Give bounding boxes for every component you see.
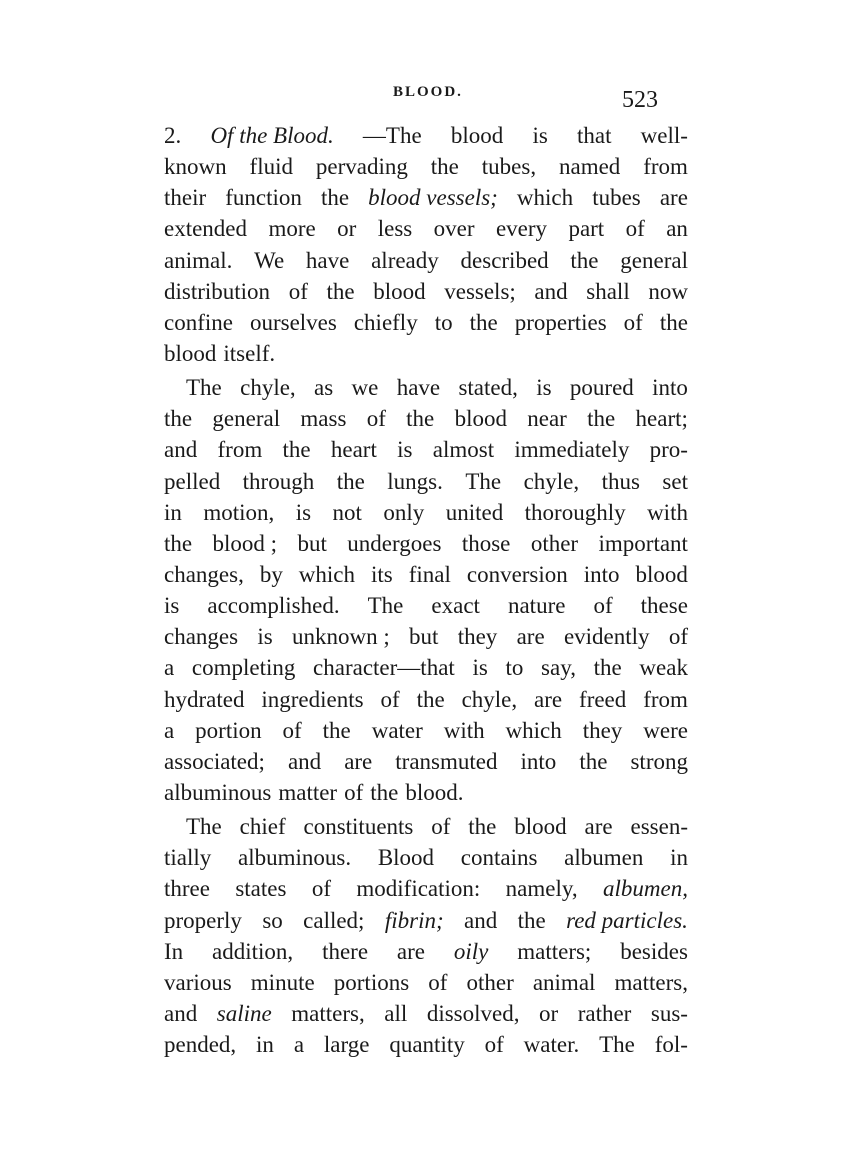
word: ingredients bbox=[261, 686, 364, 712]
word: that bbox=[576, 123, 612, 148]
word: changes bbox=[164, 624, 239, 650]
text-line bbox=[164, 338, 688, 369]
word: properties bbox=[514, 309, 607, 335]
word: these bbox=[640, 593, 688, 619]
word: blood bbox=[164, 340, 217, 366]
word: quantity bbox=[389, 1032, 465, 1058]
word: named bbox=[559, 154, 621, 180]
word: to bbox=[434, 309, 453, 335]
word: over bbox=[433, 216, 475, 242]
word: there bbox=[322, 938, 369, 964]
word: Blood bbox=[377, 845, 435, 871]
text-line bbox=[164, 873, 688, 904]
word: into bbox=[583, 561, 620, 587]
word: called; bbox=[303, 907, 365, 933]
word: rather bbox=[577, 1000, 632, 1026]
word: blood. bbox=[405, 779, 464, 805]
word: character—that bbox=[313, 655, 455, 681]
word: of bbox=[366, 406, 386, 432]
text-line bbox=[164, 559, 688, 590]
text-line bbox=[164, 652, 688, 683]
word: fluid bbox=[249, 154, 293, 180]
word: albuminous. bbox=[238, 845, 352, 871]
word: are bbox=[534, 686, 563, 712]
word: 2. bbox=[164, 123, 182, 148]
word: have bbox=[396, 375, 441, 401]
word: oily bbox=[453, 938, 489, 964]
word: The bbox=[599, 1032, 635, 1058]
word: pro- bbox=[649, 437, 688, 463]
word: exact bbox=[431, 593, 480, 619]
word: accomplished. bbox=[207, 593, 340, 619]
word: the bbox=[579, 748, 608, 774]
word: all bbox=[384, 1000, 408, 1026]
word: blood bbox=[454, 406, 507, 432]
word: freed bbox=[579, 686, 627, 712]
word: the bbox=[164, 406, 193, 432]
word: blood bbox=[514, 814, 567, 840]
word: completing bbox=[191, 655, 296, 681]
word: from bbox=[643, 686, 688, 712]
word: extended bbox=[164, 216, 248, 242]
word: important bbox=[598, 530, 688, 556]
word: in bbox=[670, 845, 688, 871]
word: from bbox=[217, 437, 263, 463]
word: function bbox=[225, 185, 302, 211]
word: is bbox=[257, 624, 273, 650]
word: a bbox=[164, 655, 175, 681]
word: transmuted bbox=[395, 748, 498, 774]
word: chiefly bbox=[353, 309, 418, 335]
word: which bbox=[516, 185, 574, 211]
word: are bbox=[659, 185, 688, 211]
text-line bbox=[164, 372, 688, 403]
word: fibrin; bbox=[384, 907, 444, 933]
word: The bbox=[186, 375, 222, 401]
word: of bbox=[593, 593, 613, 619]
word: namely, bbox=[505, 876, 578, 902]
word: pelled bbox=[164, 468, 221, 494]
word: minute bbox=[250, 969, 315, 995]
word: known bbox=[164, 154, 227, 180]
word: the bbox=[570, 247, 599, 273]
word: albuminous bbox=[164, 779, 272, 805]
word: properly bbox=[164, 907, 242, 933]
word: undergoes bbox=[347, 530, 442, 556]
word: of bbox=[484, 1032, 504, 1058]
word: blood bbox=[635, 561, 688, 587]
word: blood bbox=[373, 278, 426, 304]
text-line bbox=[164, 621, 688, 652]
word: through bbox=[242, 468, 315, 494]
word: united bbox=[445, 499, 504, 525]
word: general bbox=[620, 247, 688, 273]
word: animal bbox=[532, 969, 596, 995]
word: heart; bbox=[635, 406, 688, 432]
word: Of the Blood. bbox=[210, 123, 334, 148]
text-line bbox=[164, 307, 688, 338]
word: besides bbox=[620, 938, 688, 964]
word: essen- bbox=[630, 814, 688, 840]
text-line bbox=[164, 777, 688, 808]
word: or bbox=[337, 216, 357, 242]
text-line bbox=[164, 998, 688, 1029]
word: dissolved, bbox=[426, 1000, 520, 1026]
word: is bbox=[472, 655, 488, 681]
word: addition, bbox=[212, 938, 294, 964]
word: the bbox=[370, 779, 399, 805]
word: The bbox=[465, 468, 502, 494]
word: less bbox=[377, 216, 413, 242]
word: well- bbox=[640, 123, 688, 148]
word: itself. bbox=[223, 340, 276, 366]
word: various bbox=[164, 969, 232, 995]
text-line bbox=[164, 1029, 688, 1060]
word: but bbox=[297, 530, 327, 556]
text-line bbox=[164, 466, 688, 497]
text-line bbox=[164, 684, 688, 715]
word: of bbox=[282, 717, 302, 743]
word: red particles. bbox=[566, 907, 688, 933]
word: with bbox=[647, 499, 688, 525]
word: the bbox=[593, 655, 622, 681]
word: which bbox=[298, 561, 356, 587]
word: animal. bbox=[164, 247, 233, 273]
word: final bbox=[408, 561, 451, 587]
text-line bbox=[164, 182, 688, 213]
word: strong bbox=[630, 748, 688, 774]
word: in bbox=[164, 499, 182, 525]
word: not bbox=[332, 499, 362, 525]
word: In bbox=[164, 938, 184, 964]
word: only bbox=[383, 499, 425, 525]
word: or bbox=[539, 1000, 559, 1026]
word: and bbox=[464, 907, 498, 933]
word: albumen bbox=[564, 845, 644, 871]
word: is bbox=[295, 499, 312, 525]
word: so bbox=[262, 907, 283, 933]
text-line bbox=[164, 967, 688, 998]
word: mass bbox=[300, 406, 347, 432]
word: fol- bbox=[654, 1032, 688, 1058]
word: and bbox=[287, 748, 322, 774]
word: chief bbox=[239, 814, 286, 840]
word: those bbox=[461, 530, 511, 556]
word: the bbox=[517, 907, 546, 933]
word: as bbox=[314, 375, 334, 401]
word: is bbox=[164, 593, 180, 619]
word: blood ; bbox=[212, 530, 278, 556]
word: every bbox=[495, 216, 548, 242]
word: conversion bbox=[466, 561, 568, 587]
word: water. bbox=[523, 1032, 580, 1058]
text-line bbox=[164, 905, 688, 936]
word: the bbox=[282, 437, 311, 463]
word: —The bbox=[362, 123, 422, 148]
word: say, bbox=[541, 655, 576, 681]
running-head: BLOOD. bbox=[393, 84, 463, 100]
word: modification: bbox=[356, 876, 481, 902]
word: constituents bbox=[303, 814, 414, 840]
word: portion bbox=[195, 717, 262, 743]
word: the bbox=[326, 278, 355, 304]
text-line bbox=[164, 151, 688, 182]
word: chyle, bbox=[523, 468, 580, 494]
word: heart bbox=[330, 437, 377, 463]
word: from bbox=[643, 154, 688, 180]
word: described bbox=[460, 247, 549, 273]
text-line bbox=[164, 842, 688, 873]
word: motion, bbox=[203, 499, 275, 525]
word: the bbox=[406, 406, 435, 432]
word: of bbox=[380, 686, 400, 712]
word: an bbox=[666, 216, 688, 242]
word: nature bbox=[507, 593, 566, 619]
word: thoroughly bbox=[524, 499, 626, 525]
word: weak bbox=[639, 655, 688, 681]
word: water bbox=[371, 717, 423, 743]
word: tially bbox=[164, 845, 212, 871]
word: of bbox=[428, 969, 448, 995]
body-text bbox=[164, 120, 688, 1060]
word: are bbox=[396, 938, 425, 964]
word: unknown ; bbox=[291, 624, 390, 650]
word: albumen, bbox=[603, 876, 688, 902]
text-line bbox=[164, 715, 688, 746]
text-line bbox=[164, 120, 688, 151]
word: lungs. bbox=[387, 468, 443, 494]
text-line bbox=[164, 936, 688, 967]
word: a bbox=[164, 717, 175, 743]
word: near bbox=[527, 406, 567, 432]
word: are bbox=[516, 624, 545, 650]
word: blood bbox=[450, 123, 504, 148]
word: we bbox=[351, 375, 379, 401]
word: into bbox=[520, 748, 557, 774]
text-line bbox=[164, 276, 688, 307]
text-line bbox=[164, 213, 688, 244]
word: and bbox=[164, 1000, 198, 1026]
word: to bbox=[505, 655, 524, 681]
word: saline bbox=[216, 1000, 272, 1026]
word: hydrated bbox=[164, 686, 245, 712]
word: shall bbox=[586, 278, 630, 304]
word: matters; bbox=[517, 938, 592, 964]
word: almost bbox=[432, 437, 495, 463]
text-line bbox=[164, 746, 688, 777]
word: the bbox=[416, 686, 445, 712]
word: ourselves bbox=[249, 309, 337, 335]
word: are bbox=[584, 814, 613, 840]
word: sus- bbox=[650, 1000, 688, 1026]
text-line bbox=[164, 434, 688, 465]
word: is bbox=[536, 375, 552, 401]
word: of bbox=[431, 814, 451, 840]
word: are bbox=[344, 748, 373, 774]
word: chyle, bbox=[240, 375, 296, 401]
text-line bbox=[164, 497, 688, 528]
word: and bbox=[164, 437, 198, 463]
word: tubes bbox=[592, 185, 641, 211]
word: part bbox=[568, 216, 605, 242]
word: were bbox=[643, 717, 688, 743]
word: of bbox=[623, 309, 643, 335]
page-number: 523 bbox=[622, 87, 658, 113]
word: they bbox=[457, 624, 498, 650]
word: changes, bbox=[164, 561, 244, 587]
word: vessels; bbox=[444, 278, 516, 304]
word: their bbox=[164, 185, 207, 211]
word: which bbox=[505, 717, 562, 743]
text-line bbox=[164, 590, 688, 621]
word: the bbox=[659, 309, 688, 335]
word: pervading bbox=[315, 154, 408, 180]
word: thus bbox=[601, 468, 640, 494]
word: of bbox=[625, 216, 645, 242]
word: blood vessels; bbox=[368, 185, 498, 211]
word: its bbox=[371, 561, 393, 587]
word: is bbox=[532, 123, 548, 148]
text-line bbox=[164, 403, 688, 434]
word: confine bbox=[164, 309, 233, 335]
word: set bbox=[662, 468, 688, 494]
word: general bbox=[212, 406, 281, 432]
word: now bbox=[648, 278, 688, 304]
word: they bbox=[582, 717, 623, 743]
word: into bbox=[652, 375, 688, 401]
word: The bbox=[367, 593, 404, 619]
word: large bbox=[323, 1032, 370, 1058]
word: have bbox=[305, 247, 350, 273]
word: with bbox=[443, 717, 485, 743]
word: three bbox=[164, 876, 210, 902]
word: contains bbox=[460, 845, 538, 871]
word: of bbox=[288, 278, 308, 304]
word: the bbox=[164, 530, 193, 556]
word: matters, bbox=[291, 1000, 365, 1026]
word: a bbox=[293, 1032, 305, 1058]
word: the bbox=[320, 185, 350, 211]
word: already bbox=[371, 247, 439, 273]
word: distribution bbox=[164, 278, 271, 304]
text-line bbox=[164, 528, 688, 559]
word: evidently bbox=[563, 624, 650, 650]
word: The bbox=[186, 814, 222, 840]
text-line bbox=[164, 245, 688, 276]
text-line bbox=[164, 811, 688, 842]
word: in bbox=[256, 1032, 274, 1058]
word: the bbox=[336, 468, 365, 494]
word: more bbox=[268, 216, 316, 242]
word: other bbox=[530, 530, 579, 556]
word: portions bbox=[333, 969, 410, 995]
word: We bbox=[254, 247, 285, 273]
word: of bbox=[344, 779, 364, 805]
word: associated; bbox=[164, 748, 265, 774]
word: but bbox=[409, 624, 439, 650]
word: tubes, bbox=[481, 154, 537, 180]
word: the bbox=[322, 717, 351, 743]
word: other bbox=[466, 969, 514, 995]
word: matters, bbox=[614, 969, 688, 995]
word: matter bbox=[278, 779, 338, 805]
word: is bbox=[397, 437, 413, 463]
word: immediately bbox=[514, 437, 630, 463]
word: by bbox=[259, 561, 283, 587]
word: of bbox=[311, 876, 331, 902]
word: chyle, bbox=[461, 686, 518, 712]
word: and bbox=[534, 278, 568, 304]
word: the bbox=[587, 406, 616, 432]
word: the bbox=[430, 154, 459, 180]
word: the bbox=[468, 814, 497, 840]
word: the bbox=[469, 309, 498, 335]
word: of bbox=[668, 624, 688, 650]
word: pended, bbox=[164, 1032, 237, 1058]
word: poured bbox=[569, 375, 634, 401]
word: states bbox=[235, 876, 287, 902]
word: stated, bbox=[458, 375, 518, 401]
